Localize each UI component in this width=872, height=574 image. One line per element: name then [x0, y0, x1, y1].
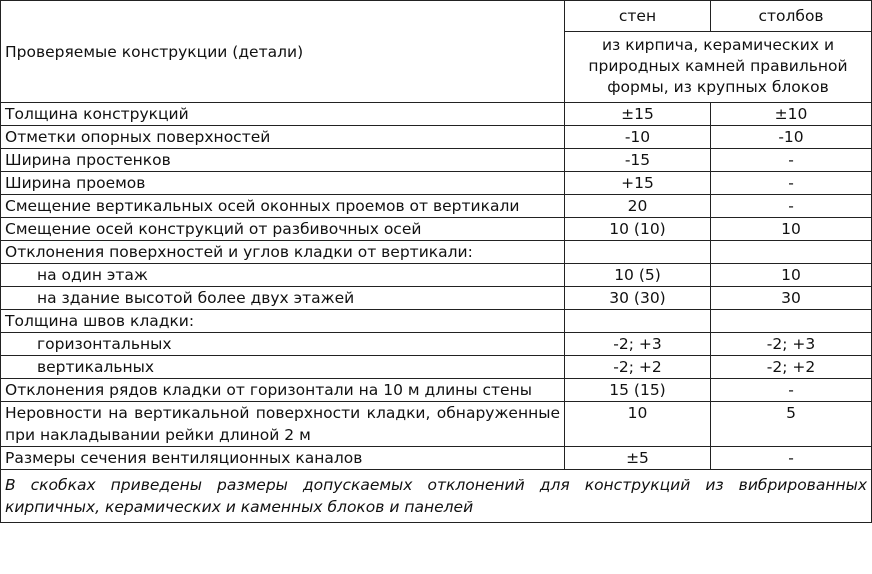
- row-walls-value: 10 (5): [565, 264, 711, 287]
- row-label: Ширина простенков: [1, 149, 565, 172]
- row-label: Смещение осей конструкций от разбивочных осей: [1, 218, 565, 241]
- table-row: [1, 172, 872, 195]
- row-walls-value: 10 (10): [565, 218, 711, 241]
- row-columns-value: 10: [711, 218, 872, 241]
- row-columns-value: -: [711, 447, 872, 470]
- row-columns-value: -2; +2: [711, 356, 872, 379]
- row-columns-value: [711, 310, 872, 333]
- row-walls-value: [565, 241, 711, 264]
- row-label: Размеры сечения вентиляционных каналов: [1, 447, 565, 470]
- header-columns: столбов: [711, 1, 872, 32]
- table-row: [1, 287, 872, 310]
- row-label: вертикальных: [1, 356, 565, 379]
- row-columns-value: 10: [711, 264, 872, 287]
- row-walls-value: 15 (15): [565, 379, 711, 402]
- row-label: Неровности на вертикальной поверхности кладки, обнаруженные при накладывании рейки длиной 2 м: [1, 402, 565, 447]
- table-row: [1, 149, 872, 172]
- row-label: Смещение вертикальных осей оконных проемов от вертикали: [1, 195, 565, 218]
- table-row: [1, 447, 872, 470]
- row-walls-value: ±5: [565, 447, 711, 470]
- row-columns-value: -: [711, 379, 872, 402]
- table-row: [1, 195, 872, 218]
- row-columns-value: -: [711, 172, 872, 195]
- row-columns-value: -2; +3: [711, 333, 872, 356]
- header-structures: Проверяемые конструкции (детали): [1, 1, 565, 103]
- row-label: Отклонения рядов кладки от горизонтали на 10 м длины стены: [1, 379, 565, 402]
- table-note: В скобках приведены размеры допускаемых отклонений для конструкций из вибрированных кирпичных, керамических и каменных блоков и панелей: [1, 470, 872, 523]
- row-columns-value: 30: [711, 287, 872, 310]
- row-label: Толщина конструкций: [1, 103, 565, 126]
- row-walls-value: -2; +2: [565, 356, 711, 379]
- row-columns-value: ±10: [711, 103, 872, 126]
- row-label: на один этаж: [1, 264, 565, 287]
- row-label: Толщина швов кладки:: [1, 310, 565, 333]
- row-walls-value: 20: [565, 195, 711, 218]
- row-walls-value: -10: [565, 126, 711, 149]
- note-row: [1, 470, 872, 523]
- table-row: [1, 333, 872, 356]
- row-columns-value: -10: [711, 126, 872, 149]
- row-label: Ширина проемов: [1, 172, 565, 195]
- header-material: из кирпича, керамических и природных камней правильной формы, из крупных блоков: [565, 32, 872, 103]
- header-walls: стен: [565, 1, 711, 32]
- table-row: [1, 379, 872, 402]
- table-row: [1, 218, 872, 241]
- table-row: [1, 402, 872, 447]
- row-label: на здание высотой более двух этажей: [1, 287, 565, 310]
- row-walls-value: 30 (30): [565, 287, 711, 310]
- row-walls-value: +15: [565, 172, 711, 195]
- row-label: горизонтальных: [1, 333, 565, 356]
- row-columns-value: 5: [711, 402, 872, 447]
- row-walls-value: -2; +3: [565, 333, 711, 356]
- row-columns-value: -: [711, 149, 872, 172]
- row-label: Отклонения поверхностей и углов кладки от вертикали:: [1, 241, 565, 264]
- row-walls-value: -15: [565, 149, 711, 172]
- row-columns-value: -: [711, 195, 872, 218]
- row-walls-value: [565, 310, 711, 333]
- table-row: [1, 356, 872, 379]
- row-columns-value: [711, 241, 872, 264]
- table-row: [1, 264, 872, 287]
- row-label: Отметки опорных поверхностей: [1, 126, 565, 149]
- table-row: [1, 103, 872, 126]
- table-row: [1, 126, 872, 149]
- table-row: [1, 241, 872, 264]
- row-walls-value: 10: [565, 402, 711, 447]
- row-walls-value: ±15: [565, 103, 711, 126]
- table-row: [1, 310, 872, 333]
